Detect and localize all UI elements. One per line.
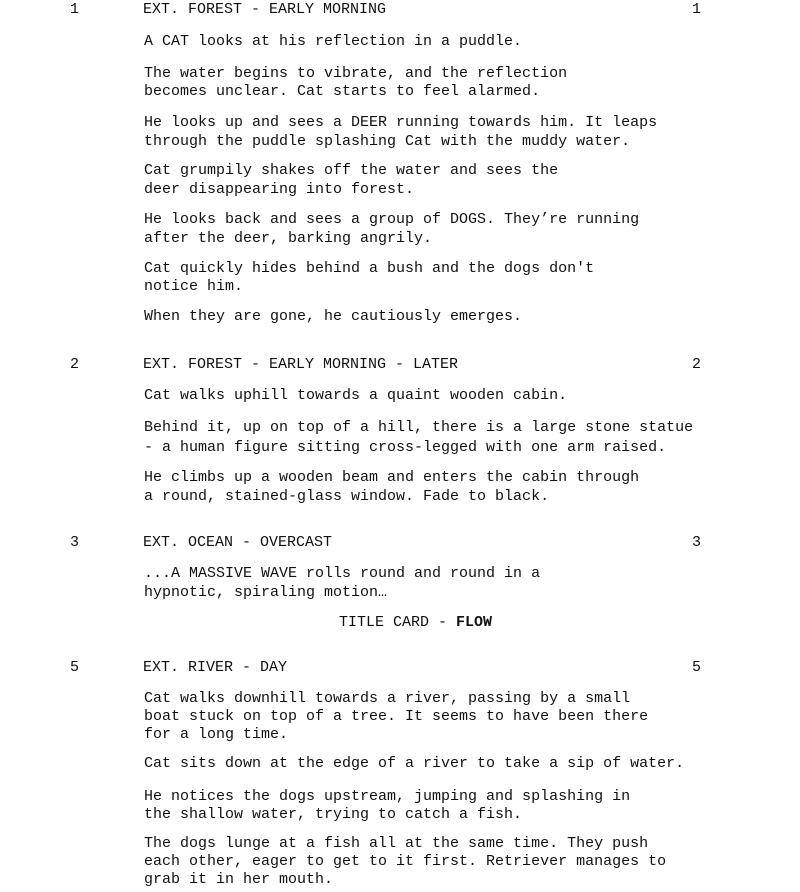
action-line: after the deer, barking angrily. — [144, 230, 433, 247]
action-line: Cat quickly hides behind a bush and the dogs don't — [144, 260, 595, 277]
action-line: He climbs up a wooden beam and enters the cabin through — [144, 469, 640, 486]
scene-number-right: 5 — [692, 659, 702, 676]
action-line: Cat grumpily shakes off the water and sees the — [144, 162, 559, 179]
action-line: each other, eager to get to it first. Retriever manages to — [144, 853, 667, 870]
action-line: through the puddle splashing Cat with the muddy water. — [144, 133, 631, 150]
scene-number-right: 3 — [692, 534, 702, 551]
action-line: a round, stained-glass window. Fade to black. — [144, 488, 550, 505]
action-line: ...A MASSIVE WAVE rolls round and round in a — [144, 565, 541, 582]
scene-number-left: 3 — [70, 534, 80, 551]
action-line: for a long time. — [144, 726, 289, 743]
action-line: Cat walks downhill towards a river, passing by a small — [144, 690, 631, 707]
action-line: becomes unclear. Cat starts to feel alarmed. — [144, 83, 541, 100]
action-line: He looks back and sees a group of DOGS. They’re running — [144, 211, 640, 228]
action-line: notice him. — [144, 278, 244, 295]
scene-number-right: 2 — [692, 356, 702, 373]
scene-heading: EXT. RIVER - DAY — [143, 659, 288, 676]
action-line: deer disappearing into forest. — [144, 181, 415, 198]
scene-number-left: 1 — [70, 1, 80, 18]
action-line: He looks up and sees a DEER running towards him. It leaps — [144, 114, 658, 131]
action-line: - a human figure sitting cross-legged with one arm raised. — [144, 439, 667, 456]
title-card-title: FLOW — [456, 614, 493, 631]
action-line: The water begins to vibrate, and the reflection — [144, 65, 568, 82]
action-line: boat stuck on top of a tree. It seems to have been there — [144, 708, 649, 725]
action-line: A CAT looks at his reflection in a puddle. — [144, 33, 523, 50]
title-card — [339, 614, 492, 632]
scene-heading: EXT. OCEAN - OVERCAST — [143, 534, 333, 551]
scene-number-left: 5 — [70, 659, 80, 676]
action-line: hypnotic, spiraling motion… — [144, 584, 388, 601]
action-line: When they are gone, he cautiously emerges. — [144, 308, 523, 325]
scene-heading: EXT. FOREST - EARLY MORNING - LATER — [143, 356, 459, 373]
action-line: The dogs lunge at a fish all at the same time. They push — [144, 835, 649, 852]
action-line: the shallow water, trying to catch a fish. — [144, 806, 523, 823]
action-line: grab it in her mouth. — [144, 871, 334, 888]
scene-number-left: 2 — [70, 356, 80, 373]
title-card-prefix: TITLE CARD - — [339, 614, 457, 631]
action-line: Cat sits down at the edge of a river to take a sip of water. — [144, 755, 685, 772]
scene-heading: EXT. FOREST - EARLY MORNING — [143, 1, 387, 18]
action-line: Cat walks uphill towards a quaint wooden cabin. — [144, 387, 568, 404]
scene-number-right: 1 — [692, 1, 702, 18]
action-line: Behind it, up on top of a hill, there is a large stone statue — [144, 419, 694, 436]
action-line: He notices the dogs upstream, jumping and splashing in — [144, 788, 631, 805]
